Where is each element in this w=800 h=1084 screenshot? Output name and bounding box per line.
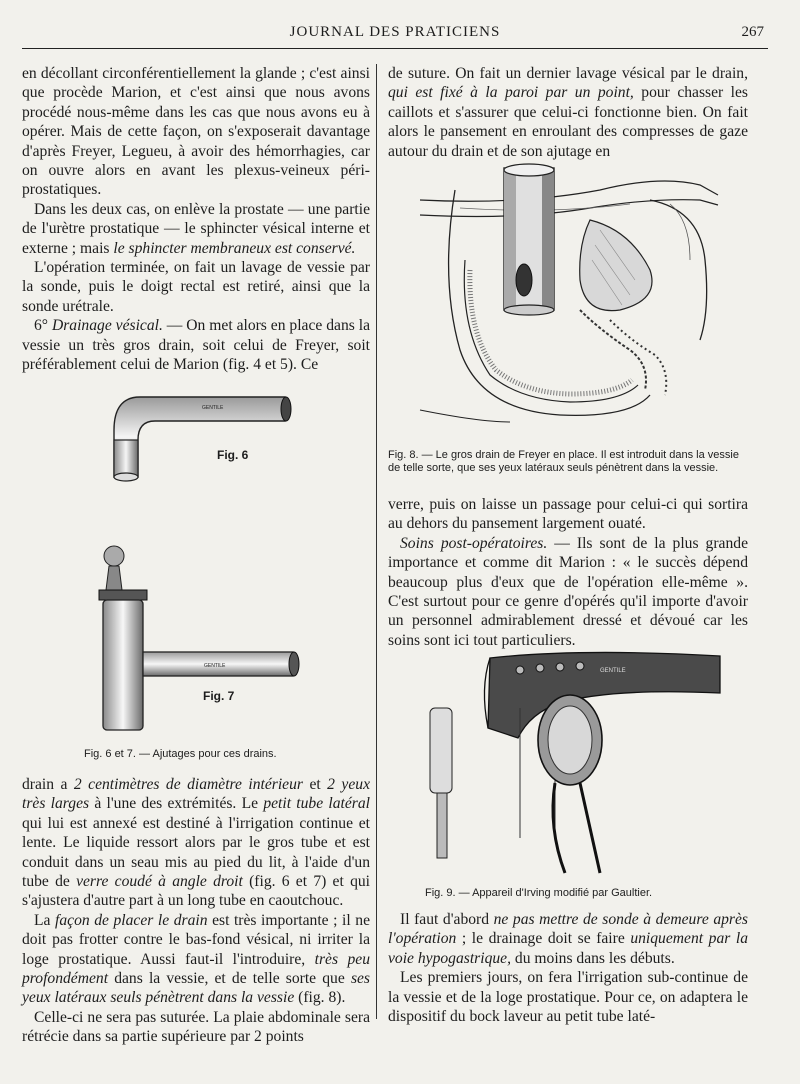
paragraph: Les premiers jours, on fera l'irrigation sub-continue de la vessie et de la loge prostatique. Pour ce, on adaptera le dispositif du bock laveur au petit tube laté- [388,969,748,1026]
figure-caption: Fig. 6 et 7. — Ajutages pour ces drains. [84,748,277,760]
text-span: est très importante ; il ne doit pas frotter contre le bas-fond vésical, ni irriter la loge prostatique. Aussi faut-il l'introduire, [22,911,370,968]
t-tube-illustration [96,544,336,734]
paragraph [388,910,748,968]
paragraph [388,534,748,650]
manufacturer-mark: GENTILE [202,405,224,411]
paragraph [22,200,370,258]
italic-span: le sphincter membraneux est conservé. [113,239,356,257]
left-column-top [22,64,370,375]
manufacturer-mark: GENTILE [600,668,626,674]
text-span: Il faut d'abord [400,911,494,928]
figure-7 [96,544,336,744]
figure-9 [420,648,730,878]
text-span: et [302,776,328,793]
section-number: 6° [34,317,49,335]
text-span: du moins dans les débuts. [511,949,675,967]
italic-span: uniquement par la voie hypogastrique, [388,930,748,967]
text-span: Dans les deux cas, on enlève la prostate — une partie de l'urètre prostatique — le sphincter vésical interne et externe ; mais [22,200,370,257]
text-span: drain a [22,776,74,793]
italic-span: ne pas mettre de sonde à demeure après l'opération [388,911,748,948]
paragraph: verre, puis on laisse un passage pour celui-ci qui sortira au dehors du pansement largement ouaté. [388,496,748,533]
right-column-top [388,64,748,161]
text-span: de suture. On fait un dernier lavage vésical par le drain, [388,65,748,82]
page-number: 267 [741,24,764,40]
text-span: dans la vessie, et de telle sorte que [108,970,351,988]
italic-span: façon de placer le drain [55,911,208,929]
journal-title: JOURNAL DES PRATICIENS [289,24,501,40]
left-column-bottom [22,775,370,1047]
text-span: qui lui est annexé est destiné à l'irrigation continue et lente. Le liquide ressort alors par le gros tube et est conduit dans un seau mis au pied du lit, à l'aide d'un tube de [22,814,370,891]
elbow-tube-illustration [100,385,330,490]
section-title: Soins post-opératoires. [400,534,548,552]
paragraph [22,775,370,911]
figure-label: Fig. 7 [203,689,235,703]
paragraph: en décollant circonférentiellement la glande ; c'est ainsi que procède Marion, et c'est ainsi que nous avons procédé nous-même dans les cas que nous avons eu à opérer. Mais de cette façon, on s'exposerait davantage d'après Freyer, Legueu, à avoir des hémorrhagies, car on ouvre alors en avant les plexus-veineux péri-prostatiques. [22,65,370,199]
figure-caption: Fig. 8. — Le gros drain de Freyer en place. Il est introduit dans la vessie de telle sorte, que ses yeux latéraux seuls pénètrent dans la vessie. [388,449,739,474]
paragraph [388,64,748,161]
text-span: — On met alors en place dans la vessie un très gros drain, soit celui de Freyer, soit préférablement celui de Marion (fig. 4 et 5). Ce [22,317,370,374]
italic-span: très peu profondément [22,950,371,988]
figure-8 [400,160,720,440]
paragraph [22,911,370,1008]
paragraph [22,316,370,374]
italic-span: ses yeux latéraux seuls pénètrent dans la vessie [22,970,370,1007]
freyer-drain-anatomy-illustration [400,160,720,440]
page-header [22,22,768,49]
text-span: ; le drainage doit se faire [456,930,631,948]
figure-6 [100,385,330,490]
right-column-bottom [388,910,748,1026]
text-span: (fig. 6 et 7) et qui s'ajustera d'autre part à un long tube en caoutchouc. [22,873,370,910]
text-span: — Ils sont de la plus grande importance et comme dit Marion : « le succès dépend beaucoup plus d'eux que de l'opération elle-même ». C'est surtout pour ce genre d'opérés qu'il importe d'avoir un personnel admirablement dressé et dévoué car les soins sont ici tout particuliers. [388,534,748,649]
italic-span: qui est fixé à la paroi par un point, [388,84,634,102]
section-title: Drainage vésical. [51,317,163,335]
figure-label: Fig. 6 [217,448,249,462]
text-span: pour chasser les caillots et s'assurer que celui-ci fonctionne bien. On fait alors le pansement en enroulant des compresses de gaze autour du drain et de son ajutage en [388,84,748,160]
paragraph: L'opération terminée, on fait un lavage de vessie par la sonde, puis le doigt rectal est retiré, ainsi que la sonde urétrale. [22,259,370,315]
column-divider [376,64,377,1019]
right-column-middle [388,495,748,650]
figure-caption: Fig. 9. — Appareil d'Irving modifié par Gaultier. [425,887,653,899]
manufacturer-mark: GENTILE [204,663,226,669]
italic-span: 2 yeux très larges [22,776,370,813]
text-span: (fig. 8). [294,989,346,1007]
irving-apparatus-illustration [420,648,730,878]
paragraph: Celle-ci ne sera pas suturée. La plaie abdominale sera rétrécie dans sa partie supérieure par 2 points [22,1008,370,1046]
italic-span: petit tube latéral [263,795,370,813]
text-span: à l'une des extrémités. Le [89,795,264,813]
italic-span: 2 centimètres de diamètre intérieur [73,776,303,793]
text-span: La [34,911,56,929]
italic-span: verre coudé à angle droit [76,873,243,891]
